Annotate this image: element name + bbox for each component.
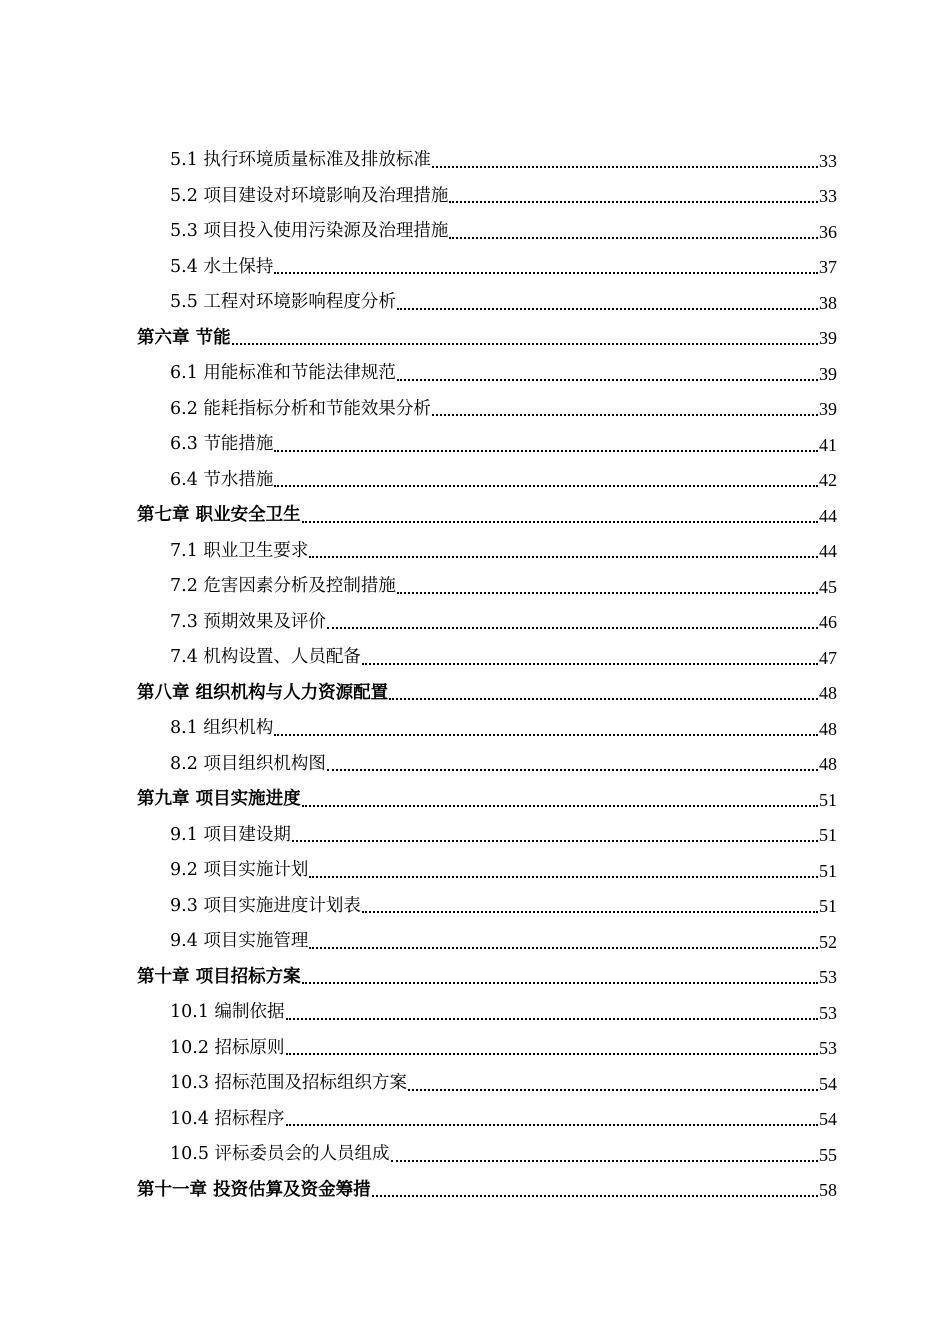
toc-page-number: 44: [819, 541, 837, 561]
dot-leader: [286, 1053, 818, 1055]
toc-chapter-entry[interactable]: [137, 1172, 837, 1208]
dot-leader: [302, 982, 818, 984]
dot-leader: [372, 1195, 818, 1197]
dot-leader: [362, 663, 818, 665]
toc-entry-label: 6.3 节能措施: [170, 434, 274, 454]
toc-section-entry[interactable]: [137, 355, 837, 391]
toc-entry-label: 第六章 节能: [137, 327, 231, 348]
toc-page-number: 53: [819, 967, 837, 987]
toc-page-number: 39: [819, 363, 837, 384]
toc-page-number: 37: [819, 257, 837, 277]
dot-leader: [286, 1124, 818, 1126]
toc-section-entry[interactable]: [137, 746, 837, 782]
dot-leader: [274, 450, 818, 452]
dot-leader: [274, 485, 818, 487]
dot-leader: [302, 521, 818, 523]
toc-entry-label: 8.2 项目组织机构图: [170, 753, 326, 774]
toc-section-entry[interactable]: [137, 1030, 837, 1066]
toc-page-number: 51: [819, 825, 837, 845]
toc-section-entry[interactable]: [137, 994, 837, 1030]
dot-leader: [432, 166, 818, 168]
toc-page-number: 51: [819, 860, 837, 881]
toc-page-number: 45: [819, 576, 837, 597]
toc-section-entry[interactable]: [137, 1101, 837, 1137]
toc-section-entry[interactable]: [137, 852, 837, 888]
toc-page-number: 41: [819, 434, 837, 455]
toc-page-number: 33: [819, 150, 837, 171]
toc-section-entry[interactable]: [137, 426, 837, 462]
toc-entry-label: 5.1 执行环境质量标准及排放标准: [170, 150, 431, 170]
toc-section-entry[interactable]: [137, 533, 837, 569]
toc-entry-label: 第十章 项目招标方案: [137, 966, 301, 987]
toc-entry-label: 5.3 项目投入使用污染源及治理措施: [170, 221, 449, 241]
dot-leader: [391, 1160, 818, 1162]
dot-leader: [327, 627, 818, 629]
toc-page-number: 53: [819, 1038, 837, 1058]
dot-leader: [327, 769, 818, 771]
toc-entry-label: 10.2 招标原则: [170, 1037, 285, 1058]
toc-entry-label: 7.1 职业卫生要求: [170, 540, 309, 561]
toc-entry-label: 5.4 水土保持: [170, 256, 274, 277]
dot-leader: [397, 592, 818, 594]
toc-entry-label: 10.5 评标委员会的人员组成: [170, 1144, 390, 1164]
toc-section-entry[interactable]: [137, 391, 837, 427]
toc-section-entry[interactable]: [137, 1136, 837, 1172]
toc-page-number: 48: [819, 718, 837, 739]
dot-leader: [362, 911, 818, 913]
toc-entry-label: 5.2 项目建设对环境影响及治理措施: [170, 185, 449, 206]
dot-leader: [449, 237, 818, 239]
toc-section-entry[interactable]: [137, 213, 837, 249]
toc-page-number: 54: [819, 1109, 837, 1129]
toc-entry-label: 第九章 项目实施进度: [137, 789, 301, 809]
toc-page-number: 55: [819, 1144, 837, 1165]
toc-entry-label: 7.4 机构设置、人员配备: [170, 647, 361, 667]
toc-entry-label: 9.3 项目实施进度计划表: [170, 895, 361, 916]
toc-section-entry[interactable]: [137, 568, 837, 604]
toc-page-number: 39: [819, 399, 837, 419]
dot-leader: [389, 698, 818, 700]
toc-entry-label: 第十一章 投资估算及资金筹措: [137, 1179, 371, 1200]
toc-page-number: 54: [819, 1073, 837, 1094]
dot-leader: [286, 1018, 818, 1020]
toc-page-number: 51: [819, 789, 837, 810]
toc-page-number: 33: [819, 186, 837, 206]
dot-leader: [309, 876, 818, 878]
toc-entry-label: 5.5 工程对环境影响程度分析: [170, 292, 396, 312]
toc-section-entry[interactable]: [137, 249, 837, 285]
dot-leader: [292, 840, 818, 842]
dot-leader: [274, 734, 818, 736]
toc-section-entry[interactable]: [137, 604, 837, 640]
toc-page-number: 51: [819, 896, 837, 916]
toc-page-number: 52: [819, 931, 837, 952]
toc-entry-label: 10.3 招标范围及招标组织方案: [170, 1073, 408, 1093]
toc-section-entry[interactable]: [137, 284, 837, 320]
toc-page-number: 44: [819, 505, 837, 526]
dot-leader: [397, 308, 818, 310]
toc-page-number: 48: [819, 754, 837, 774]
toc-entry-label: 8.1 组织机构: [170, 718, 274, 738]
toc-chapter-entry[interactable]: [137, 497, 837, 533]
dot-leader: [232, 343, 818, 345]
toc-section-entry[interactable]: [137, 1065, 837, 1101]
dot-leader: [302, 805, 818, 807]
toc-entry-label: 7.3 预期效果及评价: [170, 611, 326, 632]
toc-chapter-entry[interactable]: [137, 781, 837, 817]
toc-section-entry[interactable]: [137, 462, 837, 498]
toc-entry-label: 6.4 节水措施: [170, 469, 274, 490]
toc-page-number: 48: [819, 683, 837, 703]
toc-page-number: 47: [819, 647, 837, 668]
toc-entry-label: 7.2 危害因素分析及控制措施: [170, 576, 396, 596]
toc-page-number: 58: [819, 1180, 837, 1200]
toc-entry-label: 6.1 用能标准和节能法律规范: [170, 363, 396, 383]
toc-page-number: 38: [819, 292, 837, 313]
toc-chapter-entry[interactable]: [137, 959, 837, 995]
toc-entry-label: 9.4 项目实施管理: [170, 931, 309, 951]
toc-entry-label: 9.1 项目建设期: [170, 824, 291, 845]
toc-entry-label: 10.1 编制依据: [170, 1002, 285, 1022]
dot-leader: [449, 201, 818, 203]
toc-section-entry[interactable]: [137, 710, 837, 746]
toc-page-number: 46: [819, 612, 837, 632]
dot-leader: [432, 414, 818, 416]
toc-section-entry[interactable]: [137, 142, 837, 178]
table-of-contents: [137, 142, 837, 1207]
toc-section-entry[interactable]: [137, 178, 837, 214]
toc-entry-label: 第七章 职业安全卫生: [137, 505, 301, 525]
toc-page-number: 53: [819, 1002, 837, 1023]
dot-leader: [397, 379, 818, 381]
toc-entry-label: 10.4 招标程序: [170, 1108, 285, 1129]
toc-page-number: 39: [819, 328, 837, 348]
dot-leader: [309, 947, 818, 949]
toc-entry-label: 第八章 组织机构与人力资源配置: [137, 682, 389, 703]
toc-section-entry[interactable]: [137, 888, 837, 924]
toc-entry-label: 6.2 能耗指标分析和节能效果分析: [170, 398, 431, 419]
toc-section-entry[interactable]: [137, 639, 837, 675]
dot-leader: [309, 556, 818, 558]
toc-page-number: 36: [819, 221, 837, 242]
dot-leader: [274, 272, 818, 274]
toc-entry-label: 9.2 项目实施计划: [170, 860, 309, 880]
toc-section-entry[interactable]: [137, 817, 837, 853]
toc-chapter-entry[interactable]: [137, 675, 837, 711]
toc-chapter-entry[interactable]: [137, 320, 837, 356]
toc-page-number: 42: [819, 470, 837, 490]
toc-section-entry[interactable]: [137, 923, 837, 959]
dot-leader: [408, 1089, 818, 1091]
